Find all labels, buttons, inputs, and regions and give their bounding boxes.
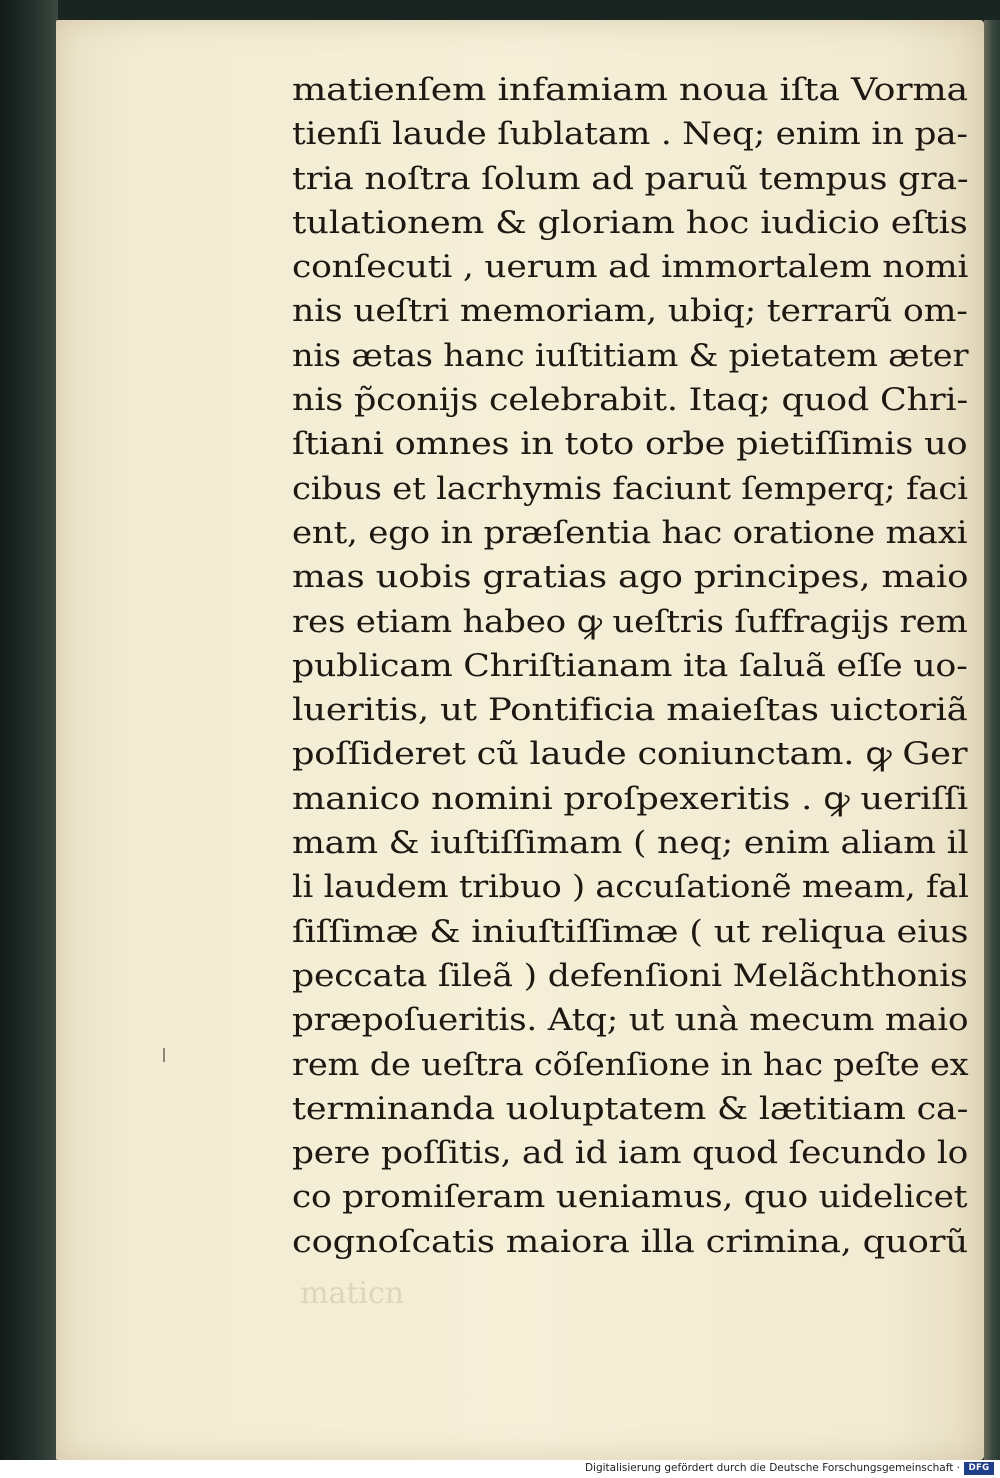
text-line: tria noſtra ſolum ad paruũ tempus gra‑: [292, 160, 969, 197]
text-line: mas uobis gratias ago principes, maio: [292, 559, 969, 596]
text-line: tulationem & gloriam hoc iudicio eſtis: [292, 204, 968, 241]
text-line: pere poſſitis, ad id iam quod ſecundo lo: [292, 1135, 969, 1172]
dfg-logo: DFG: [964, 1462, 994, 1475]
text-line: poſſideret cũ laude coniunctam. ꝙ Ger: [292, 736, 968, 773]
text-line: rem de ueſtra cõſenſione in hac peſte ex: [292, 1046, 969, 1083]
text-line: cibus et lacrhymis faciunt ſemperq; faci: [292, 470, 968, 507]
text-line: lueritis, ut Pontificia maieſtas uictoriã: [292, 692, 968, 729]
footer-bar: [0, 1460, 1000, 1478]
page-fore-edge: [984, 20, 1000, 1460]
bleed-through-catchword: maticn: [300, 1276, 405, 1311]
funding-credit: Digitalisierung gefördert durch die Deutsche Forschungsgemeinschaft ·: [584, 1462, 960, 1474]
page-text: [292, 68, 982, 1264]
text-line: peccata ſileã ) defenſioni Melãchthonis: [292, 957, 968, 994]
text-line: res etiam habeo ꝙ ueſtris ſuffragijs rem: [292, 603, 968, 640]
text-line: co promiſeram ueniamus, quo uidelicet: [292, 1179, 968, 1216]
text-line: cognoſcatis maiora illa crimina, quorũ: [292, 1223, 968, 1260]
text-line: nis ætas hanc iuſtitiam & pietatem æter: [292, 337, 969, 374]
text-line: tienſi laude ſublatam . Neq; enim in pa‑: [292, 116, 968, 153]
paper-speck: [163, 1048, 165, 1062]
text-line: ſtiani omnes in toto orbe pietiſſimis uo: [292, 426, 968, 463]
text-line: mam & iuſtiſſimam ( neq; enim aliam il: [292, 825, 969, 862]
text-line: publicam Chriſtianam ita ſaluã eſſe uo‑: [292, 647, 968, 684]
text-line: manico nomini proſpexeritis . ꝙ ueriſſi: [292, 780, 968, 817]
text-line: ſiſſimæ & iniuſtiſſimæ ( ut reliqua eius: [292, 913, 969, 950]
text-line: matienſem infamiam noua iſta Vorma: [292, 72, 968, 108]
text-line: nis ueſtri memoriam, ubiq; terrarũ om‑: [292, 293, 968, 330]
text-line: nis p̃conijs celebrabit. Itaq; quod Chri‑: [292, 382, 968, 419]
text-line: terminanda uoluptatem & lætitiam ca‑: [292, 1090, 969, 1127]
text-line: li laudem tribuo ) accuſationẽ meam, fal: [292, 869, 969, 906]
text-line: ent, ego in præſentia hac oratione maxi: [292, 514, 968, 551]
text-line: præpoſueritis. Atq; ut unà mecum maio: [292, 1002, 969, 1039]
book-binding-edge: [0, 0, 58, 1460]
scan-top-edge: [0, 0, 1000, 22]
text-line: conſecuti , uerum ad immortalem nomi: [292, 249, 969, 286]
